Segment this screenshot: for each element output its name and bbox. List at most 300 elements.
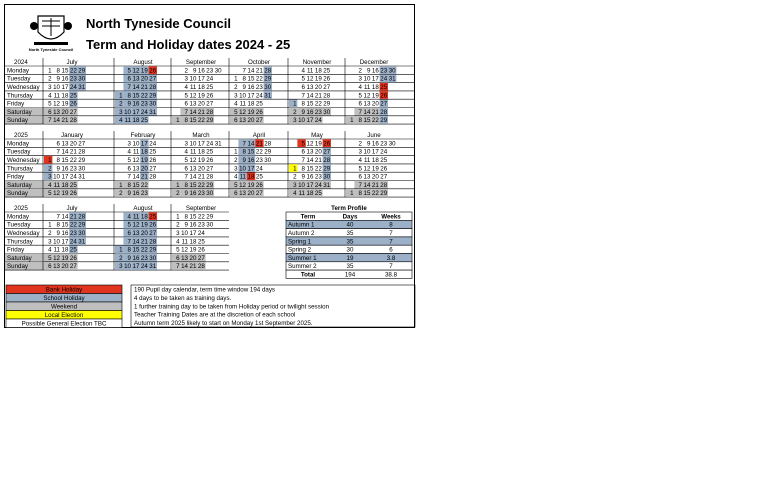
day-number: 12: [132, 67, 140, 75]
doc-title: Term and Holiday dates 2024 - 25: [86, 37, 291, 52]
day-number: 23: [69, 75, 77, 83]
day-label: Monday: [7, 67, 30, 75]
day-number: 15: [306, 165, 314, 173]
day-number: 6: [127, 165, 131, 173]
day-number: 9: [56, 75, 60, 83]
day-number: 15: [189, 181, 197, 189]
day-number: 6: [127, 230, 131, 237]
day-number: 26: [69, 100, 77, 108]
day-number: 31: [78, 84, 86, 91]
day-number: 29: [206, 181, 214, 189]
day-number: 17: [189, 230, 197, 237]
day-number: 26: [323, 75, 331, 83]
day-number: 4: [48, 181, 52, 189]
day-number: 3: [293, 181, 297, 189]
day-number: 16: [306, 108, 314, 116]
day-number: 5: [301, 75, 305, 83]
day-number: 14: [61, 213, 69, 221]
day-number: 19: [140, 221, 148, 229]
day-number: 11: [181, 238, 188, 246]
legend-label: Bank Holiday: [45, 286, 83, 294]
day-number: 10: [53, 173, 60, 181]
day-number: 2: [48, 165, 52, 173]
day-number: 9: [301, 108, 305, 116]
day-number: 26: [206, 92, 214, 100]
day-number: 6: [301, 148, 305, 156]
day-number: 30: [264, 157, 272, 164]
day-number: 5: [234, 181, 238, 189]
day-number: 14: [132, 238, 140, 246]
day-number: 6: [176, 254, 180, 262]
month-name: July: [66, 59, 78, 66]
day-number: 25: [206, 84, 214, 91]
day-number: 20: [61, 108, 69, 116]
day-number: 26: [206, 157, 214, 164]
day-number: 27: [197, 254, 205, 262]
day-number: 7: [127, 84, 131, 91]
month-name: January: [60, 132, 84, 139]
term-profile-cell: Spring 1: [288, 238, 312, 246]
term-profile-cell: 40: [346, 221, 354, 229]
day-number: 23: [314, 108, 322, 116]
day-number: 12: [239, 108, 246, 116]
day-number: 3: [127, 140, 131, 148]
day-number: 7: [242, 67, 246, 75]
day-number: 19: [197, 157, 205, 164]
day-number: 23: [197, 221, 205, 229]
day-number: 31: [78, 173, 86, 181]
day-number: 18: [197, 148, 205, 156]
day-number: 23: [140, 100, 148, 108]
day-number: 24: [255, 92, 263, 100]
day-number: 2: [48, 75, 52, 83]
day-number: 3: [176, 230, 180, 237]
day-number: 7: [184, 108, 188, 116]
day-number: 24: [380, 75, 388, 83]
day-number: 3: [119, 108, 123, 116]
day-number: 7: [48, 117, 52, 125]
day-number: 6: [127, 75, 131, 83]
day-number: 5: [358, 165, 362, 173]
note-line: Autumn term 2025 likely to start on Monday 1st September 2025.: [134, 320, 313, 328]
day-number: 6: [48, 108, 52, 116]
day-number: 29: [78, 67, 86, 75]
day-number: 23: [255, 84, 263, 91]
day-label: Saturday: [7, 108, 32, 116]
day-number: 8: [358, 117, 362, 125]
day-number: 30: [206, 221, 214, 229]
day-number: 11: [239, 173, 246, 181]
day-number: 27: [149, 75, 157, 83]
day-number: 11: [306, 67, 314, 75]
day-number: 31: [388, 75, 396, 83]
day-number: 13: [363, 173, 371, 181]
legend-label: School Holiday: [43, 294, 85, 302]
day-number: 7: [184, 173, 188, 181]
day-number: 13: [132, 165, 140, 173]
day-number: 10: [298, 181, 305, 189]
day-number: 3: [293, 117, 297, 125]
day-number: 13: [363, 100, 371, 108]
day-number: 20: [61, 263, 69, 271]
day-number: 26: [149, 157, 157, 164]
block-year-label: 2025: [14, 132, 28, 139]
term-profile-total-cell: Total: [300, 271, 316, 279]
day-number: 26: [69, 254, 77, 262]
day-number: 15: [189, 213, 197, 221]
day-number: 30: [78, 230, 86, 237]
day-number: 20: [247, 190, 255, 198]
day-number: 3: [184, 75, 188, 83]
day-number: 30: [323, 108, 331, 116]
day-number: 15: [189, 117, 197, 125]
day-number: 19: [61, 100, 69, 108]
day-number: 25: [69, 181, 77, 189]
day-number: 18: [371, 157, 379, 164]
day-number: 5: [48, 254, 52, 262]
day-number: 6: [234, 117, 238, 125]
day-number: 8: [56, 221, 60, 229]
day-number: 9: [127, 254, 131, 262]
day-number: 22: [140, 246, 148, 254]
day-label: Wednesday: [7, 157, 40, 164]
day-number: 3: [184, 140, 188, 148]
day-number: 12: [189, 157, 197, 164]
day-number: 15: [363, 117, 371, 125]
day-number: 12: [306, 75, 314, 83]
day-number: 2: [358, 140, 362, 148]
day-number: 11: [298, 190, 305, 198]
day-number: 9: [127, 100, 131, 108]
day-number: 8: [184, 181, 188, 189]
day-number: 4: [293, 190, 297, 198]
day-number: 12: [189, 92, 197, 100]
day-number: 11: [53, 181, 60, 189]
day-number: 14: [306, 92, 314, 100]
day-number: 28: [149, 173, 157, 181]
day-number: 30: [323, 173, 331, 181]
day-number: 10: [363, 148, 371, 156]
day-number: 13: [181, 254, 188, 262]
day-number: 16: [61, 230, 69, 237]
day-number: 4: [358, 157, 362, 164]
day-number: 7: [358, 108, 362, 116]
term-profile-header: Weeks: [381, 213, 401, 221]
day-number: 23: [380, 140, 388, 148]
day-label: Friday: [7, 246, 25, 254]
day-number: 11: [189, 148, 197, 156]
term-profile-cell: 35: [346, 230, 354, 237]
day-number: 17: [306, 117, 314, 125]
day-number: 15: [132, 246, 140, 254]
day-number: 21: [140, 173, 148, 181]
day-number: 12: [132, 157, 140, 164]
day-number: 12: [239, 181, 246, 189]
day-number: 16: [197, 67, 205, 75]
day-number: 15: [132, 181, 140, 189]
day-number: 30: [388, 67, 396, 75]
day-number: 5: [127, 157, 131, 164]
day-number: 4: [358, 84, 362, 91]
day-number: 3: [358, 148, 362, 156]
day-number: 4: [127, 148, 131, 156]
day-number: 24: [140, 263, 148, 271]
day-number: 21: [69, 148, 77, 156]
day-number: 5: [234, 108, 238, 116]
term-profile-cell: 3.8: [386, 254, 396, 262]
day-number: 11: [239, 100, 246, 108]
day-number: 1: [350, 117, 354, 125]
day-number: 13: [306, 84, 314, 91]
day-number: 20: [247, 117, 255, 125]
day-number: 18: [61, 92, 69, 100]
day-label: Tuesday: [7, 148, 31, 156]
day-number: 22: [314, 100, 322, 108]
day-number: 4: [176, 238, 180, 246]
day-number: 1: [350, 190, 354, 198]
day-number: 14: [363, 108, 371, 116]
month-name: April: [252, 132, 266, 139]
day-number: 3: [119, 263, 123, 271]
day-number: 7: [127, 238, 131, 246]
day-number: 5: [48, 100, 52, 108]
day-number: 7: [176, 263, 180, 271]
day-number: 1: [48, 157, 52, 164]
day-number: 20: [140, 75, 148, 83]
day-number: 6: [184, 100, 188, 108]
day-number: 11: [53, 246, 60, 254]
day-number: 30: [149, 100, 157, 108]
day-number: 11: [363, 84, 371, 91]
day-number: 21: [189, 263, 197, 271]
day-number: 2: [184, 67, 188, 75]
day-number: 30: [78, 165, 86, 173]
month-name: October: [247, 59, 271, 66]
day-number: 4: [234, 100, 238, 108]
day-number: 20: [140, 165, 148, 173]
day-number: 2: [293, 108, 297, 116]
day-number: 16: [371, 67, 379, 75]
day-number: 27: [380, 173, 388, 181]
day-number: 26: [323, 140, 331, 148]
day-number: 28: [149, 238, 157, 246]
day-number: 14: [189, 108, 197, 116]
day-number: 4: [48, 246, 52, 254]
day-number: 22: [197, 117, 205, 125]
day-number: 1: [119, 246, 123, 254]
day-number: 9: [56, 165, 60, 173]
term-profile-cell: 8: [389, 221, 393, 229]
day-number: 10: [189, 140, 197, 148]
day-number: 17: [371, 148, 379, 156]
day-number: 21: [69, 213, 77, 221]
legend-label: Local Election: [44, 311, 84, 319]
day-number: 10: [181, 230, 188, 237]
day-number: 17: [140, 140, 148, 148]
day-number: 14: [53, 117, 60, 125]
day-number: 10: [124, 108, 131, 116]
day-number: 2: [48, 230, 52, 237]
day-number: 16: [189, 221, 197, 229]
day-label: Wednesday: [7, 230, 40, 237]
day-number: 15: [306, 100, 314, 108]
day-number: 28: [323, 157, 331, 164]
day-number: 24: [197, 230, 205, 237]
day-number: 9: [242, 84, 246, 91]
day-number: 14: [247, 67, 255, 75]
day-number: 6: [358, 173, 362, 181]
day-number: 14: [132, 173, 140, 181]
day-label: Sunday: [7, 117, 28, 125]
day-number: 5: [176, 246, 180, 254]
day-number: 13: [189, 100, 197, 108]
day-number: 8: [358, 190, 362, 198]
day-number: 8: [127, 181, 131, 189]
day-number: 3: [48, 238, 52, 246]
day-number: 20: [140, 230, 148, 237]
day-number: 4: [184, 84, 188, 91]
day-number: 24: [140, 108, 148, 116]
day-number: 4: [127, 213, 131, 221]
day-number: 26: [149, 221, 157, 229]
day-number: 1: [176, 213, 180, 221]
term-profile-cell: 19: [346, 254, 354, 262]
day-number: 7: [301, 157, 305, 164]
day-number: 8: [242, 148, 246, 156]
day-number: 23: [255, 157, 263, 164]
day-number: 28: [149, 84, 157, 91]
day-number: 13: [61, 140, 69, 148]
day-label: Thursday: [7, 92, 33, 100]
day-label: Sunday: [7, 263, 28, 271]
day-number: 25: [314, 190, 322, 198]
day-number: 21: [197, 173, 205, 181]
day-number: 13: [306, 148, 314, 156]
day-number: 4: [234, 173, 238, 181]
day-number: 17: [132, 108, 140, 116]
day-number: 28: [206, 108, 214, 116]
org-title: North Tyneside Council: [86, 16, 231, 31]
day-number: 4: [119, 117, 123, 125]
term-profile-cell: 7: [389, 238, 393, 246]
day-number: 19: [197, 92, 205, 100]
day-number: 21: [140, 84, 148, 91]
day-number: 15: [247, 75, 255, 83]
day-number: 18: [61, 246, 69, 254]
day-number: 18: [132, 117, 140, 125]
day-number: 16: [61, 165, 69, 173]
day-number: 7: [56, 213, 60, 221]
day-number: 28: [380, 108, 388, 116]
day-number: 25: [255, 100, 263, 108]
day-number: 24: [69, 173, 77, 181]
day-number: 25: [197, 238, 205, 246]
day-number: 18: [314, 67, 322, 75]
day-number: 19: [189, 246, 197, 254]
day-number: 27: [206, 165, 214, 173]
day-number: 28: [380, 181, 388, 189]
day-number: 21: [255, 140, 263, 148]
day-number: 22: [314, 165, 322, 173]
note-line: 4 days to be taken as training days.: [134, 294, 232, 302]
day-label: Sunday: [7, 190, 28, 198]
day-number: 25: [206, 148, 214, 156]
day-number: 1: [176, 117, 180, 125]
month-name: March: [192, 132, 210, 139]
day-number: 19: [314, 140, 322, 148]
day-number: 19: [371, 92, 379, 100]
day-number: 8: [184, 213, 188, 221]
day-number: 1: [176, 181, 180, 189]
day-number: 24: [380, 148, 388, 156]
day-number: 18: [306, 190, 314, 198]
day-number: 16: [189, 190, 197, 198]
day-number: 25: [380, 157, 388, 164]
svg-text:North Tyneside Council: North Tyneside Council: [28, 47, 74, 52]
day-number: 26: [255, 181, 263, 189]
day-number: 12: [306, 140, 314, 148]
day-number: 31: [78, 238, 86, 246]
day-number: 15: [61, 67, 69, 75]
day-number: 21: [314, 92, 322, 100]
day-number: 16: [132, 190, 140, 198]
day-number: 22: [255, 75, 263, 83]
day-label: Friday: [7, 173, 25, 181]
day-number: 8: [184, 117, 188, 125]
day-number: 25: [323, 67, 331, 75]
term-profile-cell: Spring 2: [288, 246, 312, 254]
term-profile-cell: 6: [389, 246, 393, 254]
day-number: 16: [247, 84, 255, 91]
day-number: 6: [184, 165, 188, 173]
day-number: 27: [69, 263, 77, 271]
day-number: 2: [176, 190, 180, 198]
day-number: 27: [323, 148, 331, 156]
day-number: 5: [48, 190, 52, 198]
day-number: 25: [69, 92, 77, 100]
block-year-label: 2025: [14, 205, 28, 212]
day-number: 11: [132, 148, 140, 156]
day-number: 9: [301, 173, 305, 181]
day-number: 16: [306, 173, 314, 181]
day-number: 26: [380, 165, 388, 173]
day-number: 10: [239, 165, 246, 173]
day-number: 18: [247, 173, 255, 181]
day-number: 27: [149, 230, 157, 237]
day-number: 26: [149, 67, 157, 75]
day-number: 19: [61, 254, 69, 262]
day-number: 29: [78, 157, 86, 164]
day-number: 7: [358, 181, 362, 189]
day-number: 22: [140, 92, 148, 100]
day-number: 27: [380, 100, 388, 108]
day-number: 2: [234, 157, 238, 164]
day-number: 27: [69, 108, 77, 116]
day-number: 2: [358, 67, 362, 75]
day-number: 27: [255, 117, 263, 125]
day-number: 25: [69, 246, 77, 254]
day-number: 15: [363, 190, 371, 198]
day-number: 29: [206, 117, 214, 125]
day-number: 18: [247, 100, 255, 108]
day-label: Tuesday: [7, 75, 31, 83]
day-number: 15: [132, 92, 140, 100]
day-number: 9: [56, 230, 60, 237]
day-number: 29: [380, 190, 388, 198]
day-number: 6: [358, 100, 362, 108]
day-label: Monday: [7, 213, 30, 221]
day-number: 9: [184, 190, 188, 198]
